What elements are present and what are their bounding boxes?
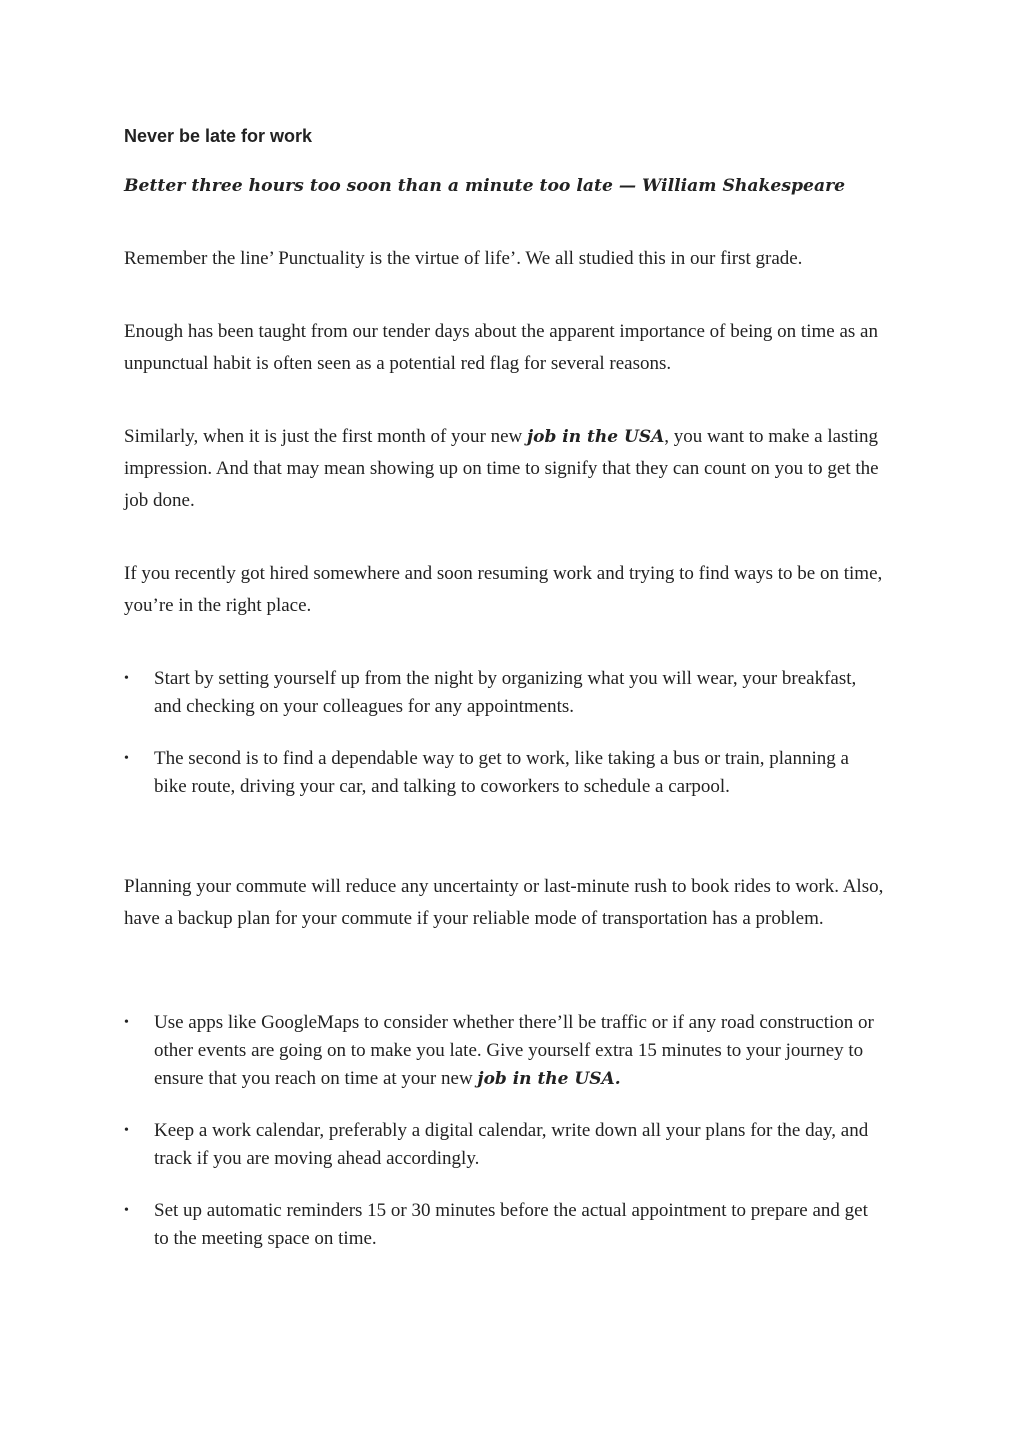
bullet-icon: •: [124, 671, 129, 686]
list-item-text: Start by setting yourself up from the night by organizing what you will wear, your breakfast, and checking on your colleagues for any appointments.: [154, 668, 857, 717]
list-item-text: Set up automatic reminders 15 or 30 minutes before the actual appointment to prepare and get to the meeting space on time.: [154, 1200, 868, 1249]
tips-list-2: [124, 1009, 884, 1277]
paragraph-first-month-after: , you want to make a lasting impression. And that may mean showing up on time to signify that they can count on you to get the job done.: [124, 426, 879, 511]
bullet-icon: •: [124, 751, 129, 766]
list-item: [124, 1197, 884, 1253]
paragraph-first-month: [124, 421, 904, 517]
job-in-usa-emphasis: job in the USA.: [477, 1069, 621, 1089]
bullet-icon: •: [124, 1015, 129, 1030]
bullet-icon: •: [124, 1203, 129, 1218]
shakespeare-quote: Better three hours too soon than a minute too late — William Shakespeare: [124, 176, 846, 196]
list-item-text: The second is to find a dependable way to get to work, like taking a bus or train, planning a bike route, driving your car, and talking to coworkers to schedule a carpool.: [154, 748, 849, 797]
list-item: [124, 1117, 884, 1173]
paragraph-first-month-before: Similarly, when it is just the first month of your new: [124, 426, 528, 447]
list-item: [124, 665, 884, 721]
list-item: [124, 745, 884, 801]
paragraph-punctuality: Remember the line’ Punctuality is the virtue of life’. We all studied this in our first grade.: [124, 248, 803, 269]
paragraph-recently-hired: If you recently got hired somewhere and soon resuming work and trying to find ways to be on time, you’re in the right place.: [124, 563, 883, 616]
bullet-icon: •: [124, 1123, 129, 1138]
document-title: Never be late for work: [124, 126, 313, 146]
tips-list-1: [124, 665, 884, 825]
paragraph-tender-days: Enough has been taught from our tender days about the apparent importance of being on time as an unpunctual habit is often seen as a potential red flag for several reasons.: [124, 321, 878, 374]
list-item-text: Keep a work calendar, preferably a digital calendar, write down all your plans for the day, and track if you are moving ahead accordingly.: [154, 1120, 869, 1169]
list-item-text: Use apps like GoogleMaps to consider whether there’ll be traffic or if any road construction or other events are going on to make you late. Give yourself extra 15 minutes to your journey to ensure that you reach on time at your new: [154, 1012, 874, 1089]
list-item: [124, 1009, 884, 1093]
paragraph-commute: Planning your commute will reduce any uncertainty or last-minute rush to book rides to work. Also, have a backup plan for your commute if your reliable mode of transportation has a problem.: [124, 876, 884, 929]
job-in-usa-emphasis: job in the USA: [527, 427, 665, 447]
